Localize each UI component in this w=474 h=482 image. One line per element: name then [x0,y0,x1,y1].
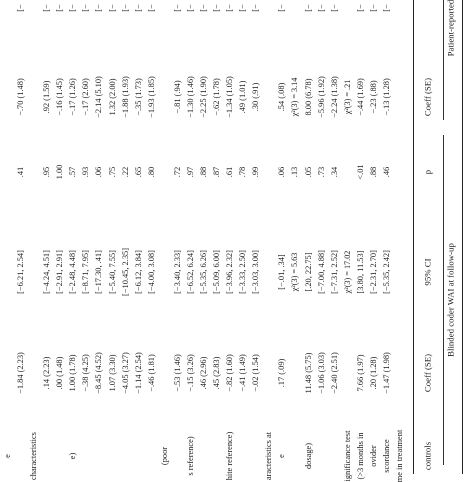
table-cell-coeff: −1.84 (2.23) [15,352,25,394]
table-cell-coeff2: −.17 (2.60) [81,78,91,116]
table-cell-coeff2: −.35 (1.73) [133,78,143,116]
table-cell-coeff2: −.17 (1.26) [68,78,78,116]
table-cell-coeff: .00 (1.48) [55,356,65,390]
table-cell-ci: [−2.48, 4.48] [68,250,78,294]
row-label: ovider [368,445,378,467]
row-label: e) [68,452,78,460]
table-cell-coeff2: .54 (.08) [277,82,287,112]
table-cell-p: .46 [381,166,391,178]
row-label: me in treatment [394,429,404,482]
clipped-ci-fragment: [− [381,4,391,12]
table-cell-p: .22 [120,166,130,178]
table-cell-coeff2: .49 (1.01) [237,80,247,114]
table-cell-coeff2: −1.93 (1.85) [146,76,156,118]
chi-square-test: χ²(3) = .21 [342,79,352,115]
table-cell-coeff2: .30 (.91) [251,82,261,112]
table-cell-coeff: −1.47 (1.98) [381,352,391,394]
table-cell-coeff: −8.45 (4.52) [94,352,104,394]
table-cell-ci: [−6.12, 3.84] [133,250,143,294]
clipped-ci-fragment: [− [355,4,365,12]
table-cell-coeff2: −2.14 (5.10) [94,76,104,118]
header-bottom-rule [413,0,414,474]
blinded-group-underline [443,135,444,465]
table-cell-ci: [−4.24, 4.51] [41,250,51,294]
clipped-ci-fragment: [− [15,4,25,12]
table-cell-p: .73 [316,166,326,178]
row-label: (>3 months in [355,432,365,480]
table-cell-coeff2: −2.25 (1.90) [198,76,208,118]
clipped-ci-fragment: [− [172,4,182,12]
table-cell-coeff: −.41 (1.49) [237,354,247,392]
row-label: scordance [381,439,391,473]
table-cell-p: .72 [172,166,182,178]
table-cell-p: .78 [237,166,247,178]
clipped-ci-fragment: [− [133,4,143,12]
column-header-label: controls [422,441,433,471]
group-header-patient: Patient-reported [445,0,456,57]
clipped-ci-fragment: [− [277,4,287,12]
chi-square-test: χ²(3) = 3.14 [290,77,300,117]
patient-group-underline [443,0,444,120]
table-cell-ci: [−3.03, 3.00] [251,250,261,294]
table-cell-ci: [−17.30, .41] [94,250,104,294]
table-cell-coeff: .20 (1.28) [368,356,378,390]
table-cell-coeff: −.38 (4.25) [81,354,91,392]
clipped-ci-fragment: [− [211,4,221,12]
table-cell-coeff2: −.23 (.88) [368,80,378,114]
table-cell-coeff: −1.06 (3.03) [316,352,326,394]
table-cell-coeff: .46 (2.96) [198,356,208,390]
row-label: dosage) [303,442,313,470]
table-cell-coeff: −1.14 (2.54) [133,352,143,394]
table-cell-coeff2: −5.96 (1.92) [316,76,326,118]
clipped-ci-fragment: [− [94,4,104,12]
table-cell-p: .95 [41,166,51,178]
table-cell-coeff2: −.44 (1.69) [355,78,365,116]
table-cell-ci: [−6.52, 6.24] [185,250,195,294]
table-cell-coeff2: −1.30 (1.46) [185,76,195,118]
table-cell-coeff2: 8.00 (6.78) [303,78,313,116]
row-label: ignificance test [342,430,352,482]
table-cell-p: .41 [15,166,25,178]
table-cell-p: .57 [68,166,78,178]
table-cell-ci: [−10.45, 2.35] [120,248,130,296]
row-label: e [2,454,12,458]
table-cell-ci: [−4.00, 3.08] [146,250,156,294]
column-header-p: p [422,169,433,175]
table-cell-coeff2: −.70 (1.48) [15,78,25,116]
column-header-ci: 95% CI [422,258,433,286]
table-cell-coeff2: −1.88 (1.93) [120,76,130,118]
table-top-rule [462,0,463,474]
clipped-ci-fragment: [− [146,4,156,12]
table-cell-coeff: .17 (.09) [277,358,287,388]
table-cell-coeff: −.82 (1.60) [224,354,234,392]
table-cell-coeff: −.02 (1.54) [251,354,261,392]
row-label: aracteristics at [264,431,274,481]
table-cell-ci: [−3.40, 2.33] [172,250,182,294]
column-header-coeff: Coeff (SE) [422,353,433,393]
table-cell-p: .99 [251,166,261,178]
row-label: e [277,454,287,458]
table-cell-ci: [−5.40, 7.55] [107,250,117,294]
table-cell-coeff2: −.62 (1.78) [211,78,221,116]
table-cell-p: <.01 [355,164,365,180]
clipped-ci-fragment: [− [368,4,378,12]
table-cell-coeff: .14 (2.23) [41,356,51,390]
clipped-ci-fragment: [− [237,4,247,12]
clipped-ci-fragment: [− [120,4,130,12]
table-cell-ci: [−8.71, 7.95] [81,250,91,294]
table-cell-coeff: −4.05 (3.27) [120,352,130,394]
table-cell-coeff2: 1.32 (2.00) [107,78,117,116]
row-label: (poor [159,446,169,466]
clipped-ci-fragment: [− [68,4,78,12]
table-cell-p: .87 [211,166,221,178]
table-cell-coeff2: −1.34 (1.05) [224,76,234,118]
table-cell-p: .75 [107,166,117,178]
clipped-ci-fragment: [− [316,4,326,12]
table-cell-coeff: 1.00 (1.78) [68,354,78,392]
table-cell-ci: [−2.91, 2.91] [55,250,65,294]
table-cell-ci: [−2.31, 2.70] [368,250,378,294]
clipped-ci-fragment: [− [251,4,261,12]
clipped-ci-fragment: [− [81,4,91,12]
table-cell-ci: [−6.21, 2.54] [15,250,25,294]
table-cell-ci: [−7.00, 4.88] [316,250,326,294]
table-cell-ci: [−5.35, 6.26] [198,250,208,294]
table-cell-coeff: −.53 (1.46) [172,354,182,392]
column-header-coeff-patient: Coeff (SE) [422,77,433,117]
table-cell-coeff: 7.66 (1.97) [355,354,365,392]
table-cell-coeff2: −.81 (.94) [172,80,182,114]
chi-square-test: χ²(3) = 5.63 [290,252,300,292]
table-cell-coeff: 1.07 (3.30) [107,354,117,392]
table-cell-ci: [.20, 22.75] [303,252,313,292]
table-cell-ci: [−3.33, 2.50] [237,250,247,294]
group-header-blinded: Blinded coder WAI at follow-up [445,243,456,357]
clipped-ci-fragment: [− [55,4,65,12]
clipped-ci-fragment: [− [41,4,51,12]
clipped-ci-fragment: [− [107,4,117,12]
clipped-ci-fragment: [− [329,4,339,12]
table-cell-p: .88 [368,166,378,178]
table-cell-p: .06 [277,166,287,178]
table-cell-p: .61 [224,166,234,178]
clipped-ci-fragment: [− [198,4,208,12]
table-cell-coeff2: −.13 (1.28) [381,78,391,116]
table-cell-ci: [−3.96, 2.32] [224,250,234,294]
table-cell-p: 1.00 [55,164,65,180]
table-cell-ci: [−5.35, 2.42] [381,250,391,294]
table-cell-p: .13 [290,166,300,178]
table-cell-p: .93 [81,166,91,178]
row-label: hite reference) [224,431,234,481]
row-label: characteristics [28,432,38,480]
table-cell-ci: [3.80, 11.53] [355,250,365,294]
table-cell-coeff: 11.48 (5.75) [303,352,313,394]
table-cell-coeff: −.15 (3.26) [185,354,195,392]
table-cell-p: .34 [329,166,339,178]
table-cell-p: .88 [198,166,208,178]
table-cell-coeff2: −2.24 (1.38) [329,76,339,118]
table-cell-coeff2: .92 (1.59) [41,80,51,114]
table-cell-ci: [−5.09, 6.00] [211,250,221,294]
table-cell-coeff: −2.40 (2.51) [329,352,339,394]
clipped-ci-fragment: [− [224,4,234,12]
table-cell-ci: [−.01, .34] [277,254,287,290]
table-cell-coeff2: −.16 (1.45) [55,78,65,116]
table-cell-p: .05 [303,166,313,178]
chi-square-test: χ²(3) = 17.02 [342,250,352,294]
table-cell-coeff: −.46 (1.81) [146,354,156,392]
table-cell-coeff: .45 (2.83) [211,356,221,390]
table-cell-p: .97 [185,166,195,178]
table-cell-ci: [−7.31, 2.52] [329,250,339,294]
table-cell-p: .65 [133,166,143,178]
row-label: s reference) [185,436,195,476]
clipped-ci-fragment: [− [303,4,313,12]
clipped-ci-fragment: [− [185,4,195,12]
table-cell-p: .06 [94,166,104,178]
table-cell-p: .80 [146,166,156,178]
